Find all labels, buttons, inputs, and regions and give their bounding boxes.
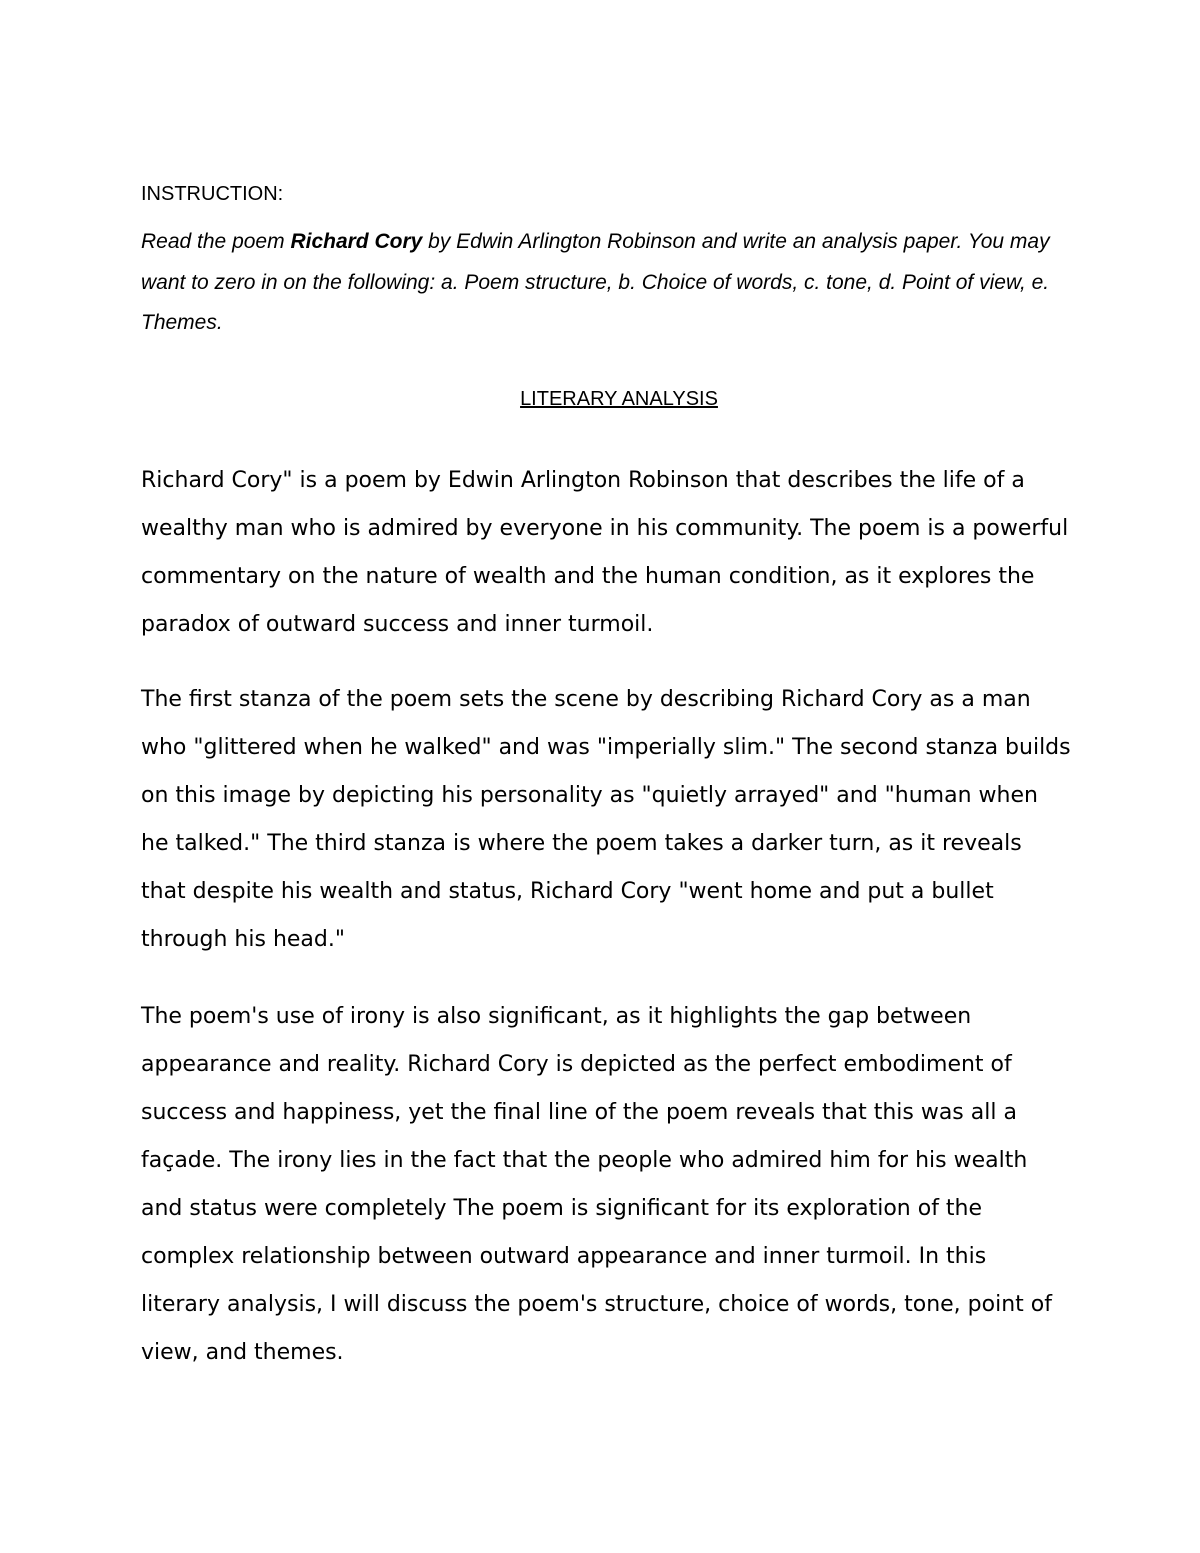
instruction-text-body: by Edwin Arlington Robinson and write an analysis paper. You may want to zero in on the following: a. Poem structure, b. Choice of words, c. tone, d. Point of view, e. Themes. [141, 230, 1050, 334]
instruction-label: INSTRUCTION: [141, 183, 284, 205]
poem-title: Richard Cory [290, 230, 423, 253]
analysis-heading [0, 384, 1200, 414]
analysis-paragraph-1: Richard Cory" is a poem by Edwin Arlington Robinson that describes the life of a wealthy man who is admired by everyone in his community. The poem is a powerful commentary on the nature of wealth and the human condition, as it explores the paradox of outward success and inner turmoil. [141, 468, 1069, 637]
instruction-text [141, 222, 1061, 344]
instruction-text-intro: Read the poem [141, 230, 291, 253]
analysis-paragraph-3: The poem's use of irony is also significant, as it highlights the gap between appearance and reality. Richard Cory is depicted as the perfect embodiment of success and happiness, yet the final line of the poem reveals that this was all a façade. The irony lies in the fact that the people who admired him for his wealth and status were completely The poem is significant for its exploration of the complex relationship between outward appearance and inner turmoil. In this literary analysis, I will discuss the poem's structure, choice of words, tone, point of view, and themes. [141, 1004, 1052, 1365]
analysis-heading-text: LITERARY ANALYSIS [520, 388, 718, 410]
analysis-paragraph-2: The first stanza of the poem sets the scene by describing Richard Cory as a man who "glittered when he walked" and was "imperially slim." The second stanza builds on this image by depicting his personality as "quietly arrayed" and "human when he talked." The third stanza is where the poem takes a darker turn, as it reveals that despite his wealth and status, Richard Cory "went home and put a bullet through his head." [141, 687, 1071, 952]
